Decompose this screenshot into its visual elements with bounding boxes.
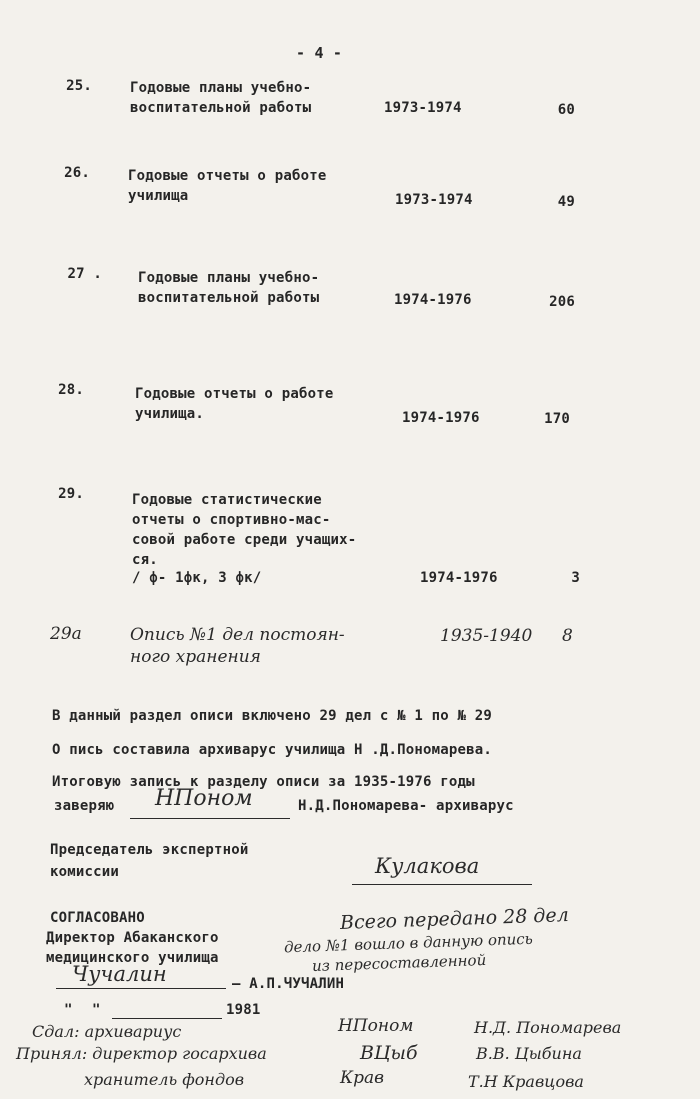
entry-title-line: Опись №1 дел постоян-: [130, 625, 345, 645]
entry-title-line: училища.: [135, 406, 205, 422]
entry-count: 3: [571, 570, 580, 586]
entry-title-line: ся.: [132, 552, 158, 568]
entry-number: 27 .: [67, 266, 102, 282]
signature-line: [130, 818, 290, 819]
commission-title: Председатель экспертной: [50, 842, 249, 858]
page-number: - 4 -: [296, 44, 343, 62]
entry-title: [132, 490, 356, 570]
entry-title-line: отчеты о спортивно-мас-: [132, 512, 331, 528]
entry-count: 170: [544, 411, 570, 427]
transfer-note: из пересоставленной: [311, 950, 487, 976]
approval-date-quote: ": [64, 1002, 73, 1018]
handover-signature: ВЦыб: [360, 1042, 418, 1064]
signature-line: [56, 988, 226, 989]
entry-count: 60: [557, 102, 575, 118]
approval-stamp: СОГЛАСОВАНО: [50, 910, 145, 926]
summary-certify-prefix: заверяю: [54, 798, 115, 814]
approval-date-quote: ": [92, 1002, 101, 1018]
entry-years: 1935-1940: [440, 626, 533, 646]
commission-signature: Кулакова: [375, 854, 480, 878]
summary-line: Итоговую запись к разделу описи за 1935-1976 годы: [52, 774, 475, 790]
handover-role: Сдал: архивариус: [32, 1022, 182, 1041]
handover-name: Н.Д. Пономарева: [474, 1018, 622, 1037]
entry-form: / ф- 1фк, 3 фк/: [132, 570, 262, 586]
entry-number: 28.: [58, 382, 84, 398]
entry-number: 29а: [50, 624, 82, 644]
entry-title-line: Годовые отчеты о работе: [135, 386, 334, 402]
entry-title: [135, 384, 333, 424]
handover-signature: НПоном: [338, 1016, 414, 1036]
entry-title-line: Годовые статистические: [132, 492, 322, 508]
transfer-note: дело №1 вошло в данную опись: [283, 929, 534, 957]
entry-title-line: ного хранения: [130, 647, 261, 667]
entry-count: 8: [562, 626, 573, 646]
summary-line: В данный раздел описи включено 29 дел с № 1 по № 29: [52, 708, 493, 724]
entry-years: 1974-1976: [420, 570, 498, 586]
commission-title: комиссии: [50, 864, 120, 880]
entry-title-line: училища: [128, 188, 189, 204]
entry-title-line: совой работе среди учащих-: [132, 532, 357, 548]
archivist-signature: НПоном: [155, 786, 253, 811]
handover-role: хранитель фондов: [84, 1070, 245, 1089]
entry-count: 206: [549, 294, 575, 310]
entry-title-line: Годовые отчеты о работе: [128, 168, 327, 184]
director-name: — А.П.ЧУЧАЛИН: [232, 976, 345, 992]
entry-title: [130, 624, 345, 668]
entry-years: 1974-1976: [394, 292, 472, 308]
summary-certify-name: Н.Д.Пономарева- архиварус: [298, 798, 514, 814]
approval-title: медицинского училища: [46, 950, 219, 966]
entry-title: [130, 78, 311, 118]
entry-title-line: Годовые планы учебно-: [130, 80, 312, 96]
entry-number: 26.: [64, 165, 90, 181]
signature-line: [352, 884, 532, 885]
entry-title: [138, 268, 319, 308]
entry-title-line: воспитательной работы: [130, 100, 312, 116]
entry-number: 29.: [58, 486, 84, 502]
entry-number: 25.: [66, 78, 92, 94]
handover-name: Т.Н Кравцова: [468, 1072, 584, 1091]
entry-years: 1973-1974: [384, 100, 462, 116]
handover-signature: Крав: [340, 1068, 385, 1088]
summary-line: О пись составила архиварус училища Н .Д.Пономарева.: [52, 742, 493, 758]
entry-years: 1974-1976: [402, 410, 480, 426]
handover-role: Принял: директор госархива: [16, 1044, 267, 1063]
approval-title: Директор Абаканского: [46, 930, 219, 946]
transfer-note: Всего передано 28 дел: [339, 904, 570, 934]
approval-year: 1981: [226, 1002, 261, 1018]
entry-title: [128, 166, 326, 206]
entry-title-line: воспитательной работы: [138, 290, 320, 306]
entry-years: 1973-1974: [395, 192, 473, 208]
director-name-text: А.П.ЧУЧАЛИН: [249, 976, 345, 992]
entry-title-line: Годовые планы учебно-: [138, 270, 320, 286]
entry-count: 49: [557, 194, 575, 210]
date-line: [112, 1018, 222, 1019]
handover-name: В.В. Цыбина: [476, 1044, 582, 1063]
director-signature: Чучалин: [72, 962, 167, 986]
